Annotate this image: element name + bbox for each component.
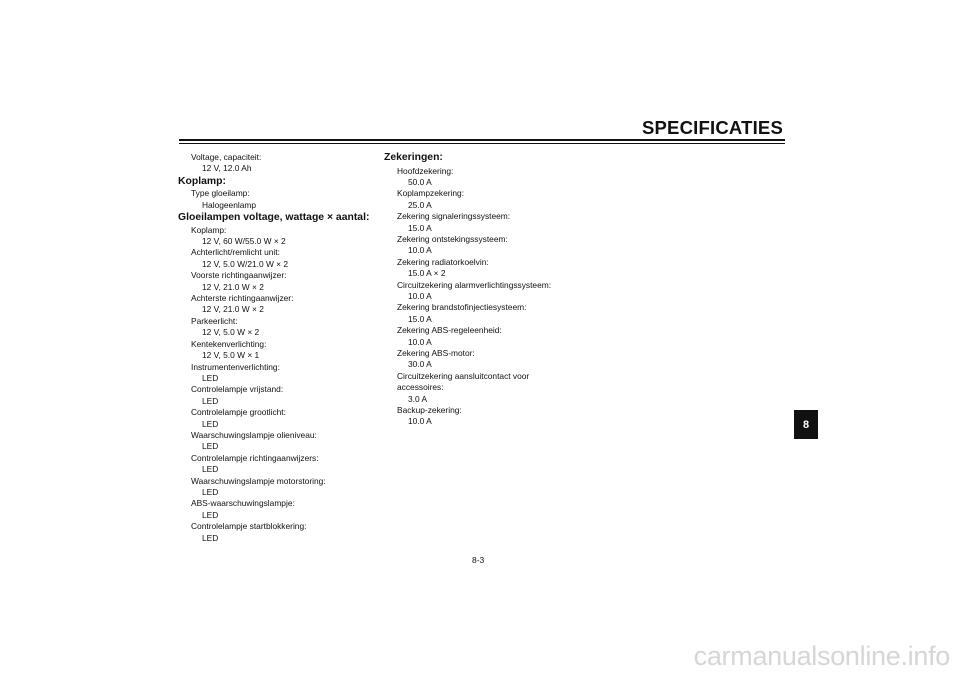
spec-value: 15.0 A <box>408 313 432 324</box>
spec-item <box>384 211 584 234</box>
spec-item <box>384 348 584 371</box>
spec-item <box>384 188 584 211</box>
section-heading: Gloeilampen voltage, wattage × aantal: <box>178 212 370 224</box>
spec-item <box>384 405 584 428</box>
title-rule-thin <box>179 143 785 144</box>
spec-value: 12 V, 5.0 W × 2 <box>202 327 260 338</box>
spec-label: Parkeerlicht: <box>191 315 238 326</box>
spec-item <box>178 188 378 211</box>
spec-value: 12 V, 5.0 W/21.0 W × 2 <box>202 258 289 269</box>
spec-item <box>178 316 378 339</box>
spec-value: LED <box>202 418 219 429</box>
spec-value: LED <box>202 509 219 520</box>
spec-item <box>178 521 378 544</box>
spec-label-continued: accessoires: <box>397 382 444 393</box>
section-heading: Koplamp: <box>178 175 226 187</box>
spec-value: 50.0 A <box>408 176 432 187</box>
spec-value: LED <box>202 395 219 406</box>
spec-item <box>178 339 378 362</box>
spec-label: Zekering radiatorkoelvin: <box>397 256 489 267</box>
spec-value: 15.0 A <box>408 222 432 233</box>
spec-item <box>384 234 584 257</box>
spec-item <box>178 407 378 430</box>
spec-item <box>384 371 584 405</box>
section-heading: Zekeringen: <box>384 152 443 163</box>
left-spec-column <box>178 152 378 544</box>
spec-label: Zekering ABS-regeleenheid: <box>397 325 502 336</box>
spec-item <box>178 247 378 270</box>
spec-item <box>178 293 378 316</box>
spec-label: Zekering ABS-motor: <box>397 348 475 358</box>
spec-value: 30.0 A <box>408 359 432 370</box>
spec-label: Achterlicht/remlicht unit: <box>191 247 280 258</box>
spec-label: Zekering ontstekingssysteem: <box>397 233 508 244</box>
spec-item <box>178 384 378 407</box>
spec-value: 10.0 A <box>408 245 432 256</box>
spec-label: Kentekenverlichting: <box>191 338 267 349</box>
spec-label: Koplampzekering: <box>397 188 465 199</box>
page-number: 8-3 <box>472 555 485 565</box>
spec-item <box>178 430 378 453</box>
spec-label: Zekering brandstofinjectiesysteem: <box>397 302 527 313</box>
spec-value: 15.0 A × 2 <box>408 268 446 279</box>
spec-item <box>178 453 378 476</box>
spec-value: LED <box>202 464 219 475</box>
spec-label: Type gloeilamp: <box>191 188 250 199</box>
spec-item <box>178 498 378 521</box>
spec-value: 12 V, 5.0 W × 1 <box>202 350 260 361</box>
spec-value: 25.0 A <box>408 199 432 210</box>
spec-label: Circuitzekering alarmverlichtingssysteem: <box>397 279 552 290</box>
spec-label: Voorste richtingaanwijzer: <box>191 270 287 281</box>
spec-label: ABS-waarschuwingslampje: <box>191 498 295 509</box>
spec-label: Hoofdzekering: <box>397 165 454 176</box>
spec-value: 10.0 A <box>408 416 432 427</box>
spec-value: 10.0 A <box>408 336 432 347</box>
spec-value: LED <box>202 441 219 452</box>
right-spec-column <box>384 152 584 428</box>
spec-item <box>178 225 378 248</box>
spec-value: 12 V, 21.0 W × 2 <box>202 304 264 315</box>
spec-label: Waarschuwingslampje olieniveau: <box>191 429 317 440</box>
spec-value: 12 V, 12.0 Ah <box>202 163 252 174</box>
title-rule-thick <box>179 139 785 141</box>
page-title: SPECIFICATIES <box>641 117 783 138</box>
spec-item <box>384 257 584 280</box>
spec-value: LED <box>202 532 219 543</box>
spec-label: Achterste richtingaanwijzer: <box>191 293 294 304</box>
spec-label: Instrumentenverlichting: <box>191 361 280 372</box>
spec-item <box>384 325 584 348</box>
spec-value: 12 V, 60 W/55.0 W × 2 <box>202 236 286 247</box>
spec-item <box>384 166 584 189</box>
spec-label: Waarschuwingslampje motorstoring: <box>191 475 326 486</box>
spec-label: Circuitzekering aansluitcontact voor <box>397 370 530 381</box>
spec-label: Koplamp: <box>191 224 227 235</box>
spec-value: Halogeenlamp <box>202 199 257 210</box>
spec-label: Controlelampje grootlicht: <box>191 407 286 418</box>
chapter-tab: 8 <box>794 410 818 439</box>
spec-label: Controlelampje richtingaanwijzers: <box>191 452 319 463</box>
spec-item <box>384 302 584 325</box>
spec-item <box>178 270 378 293</box>
spec-label: Controlelampje startblokkering: <box>191 521 307 532</box>
spec-item <box>178 362 378 385</box>
spec-label: Backup-zekering: <box>397 405 462 416</box>
spec-label: Zekering signaleringssysteem: <box>397 211 511 222</box>
spec-value: 3.0 A <box>408 393 428 404</box>
spec-item <box>178 476 378 499</box>
spec-label: Voltage, capaciteit: <box>191 152 262 162</box>
spec-item <box>384 280 584 303</box>
spec-value: 10.0 A <box>408 290 432 301</box>
watermark: carmanualsonline.info <box>693 641 950 671</box>
spec-item <box>178 152 378 175</box>
spec-value: LED <box>202 486 219 497</box>
spec-value: LED <box>202 372 219 383</box>
spec-label: Controlelampje vrijstand: <box>191 384 284 395</box>
spec-value: 12 V, 21.0 W × 2 <box>202 281 264 292</box>
